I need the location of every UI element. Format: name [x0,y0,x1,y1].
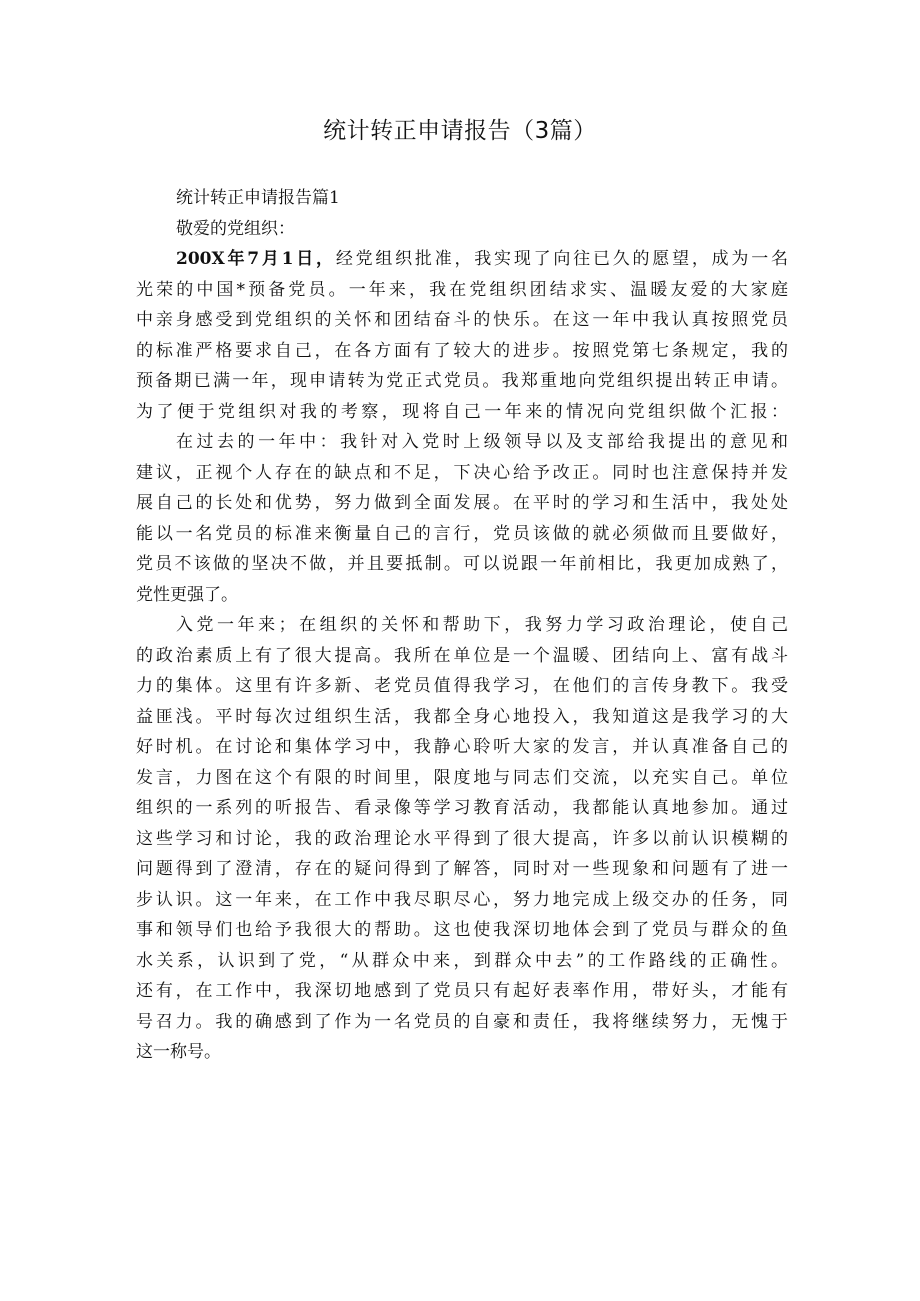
paragraph-line: 好时机。在讨论和集体学习中，我静心聆听大家的发言，并认真准备自己的 [136,737,788,757]
paragraph-line: 预备期已满一年，现申请转为党正式党员。我郑重地向党组织提出转正申请。 [136,371,788,391]
paragraph-line: 党员不该做的坚决不做，并且要抵制。可以说跟一年前相比，我更加成熟了， [136,554,788,574]
document-title: 统计转正申请报告（3篇） [323,118,597,144]
paragraph-line: 水关系，认识到了党，“从群众中来，到群众中去”的工作路线的正确性。 [136,950,788,971]
paragraph-line: 发言，力图在这个有限的时间里，限度地与同志们交流，以充实自己。单位 [136,767,788,788]
section-heading: 统计转正申请报告篇1 [176,188,340,208]
document-body [136,183,788,1068]
salutation: 敬爱的党组织： [176,218,295,239]
paragraph-line: 中亲身感受到党组织的关怀和团结奋斗的快乐。在这一年中我认真按照党员 [136,310,788,330]
paragraph-line: 能以一名党员的标准来衡量自己的言行，党员该做的就必须做而且要做好， [136,523,788,544]
paragraph-line: 的标准严格要求自己，在各方面有了较大的进步。按照党第七条规定，我的 [136,340,788,361]
paragraph-line: 在过去的一年中：我针对入党时上级领导以及支部给我提出的意见和 [176,432,788,452]
paragraph-line: 的政治素质上有了很大提高。我所在单位是一个温暖、团结向上、富有战斗 [136,645,788,666]
paragraph-line: 这些学习和讨论，我的政治理论水平得到了很大提高，许多以前认识模糊的 [136,828,788,849]
date-lead: 200X年7月1日， [176,249,336,269]
paragraph-line: 光荣的中国*预备党员。一年来，我在党组织团结求实、温暖友爱的大家庭 [136,279,788,300]
paragraph-line: 展自己的长处和优势，努力做到全面发展。在平时的学习和生活中，我处处 [136,493,788,513]
paragraph-line: 入党一年来；在组织的关怀和帮助下，我努力学习政治理论，使自己 [176,615,788,635]
paragraph-line: 益匪浅。平时每次过组织生活，我都全身心地投入，我知道这是我学习的大 [136,706,788,727]
paragraph-1 [136,244,788,427]
paragraph-line: 组织的一系列的听报告、看录像等学习教育活动，我都能认真地参加。通过 [136,798,788,818]
paragraph-line: 还有，在工作中，我深切地感到了党员只有起好表率作用，带好头，才能有 [136,981,788,1001]
paragraph-line: 建议，正视个人存在的缺点和不足，下决心给予改正。同时也注意保持并发 [136,462,788,483]
paragraph-line: 力的集体。这里有许多新、老党员值得我学习，在他们的言传身教下。我受 [136,676,788,696]
paragraph-line: 步认识。这一年来，在工作中我尽职尽心，努力地完成上级交办的任务，同 [136,889,788,910]
paragraph-line: 号召力。我的确感到了作为一名党员的自豪和责任，我将继续努力，无愧于 [136,1011,788,1032]
paragraph-line: 党性更强了。 [136,584,238,605]
paragraph-2 [136,427,788,610]
paragraph-line-text: 经党组织批准，我实现了向往已久的愿望，成为一名 [335,249,788,269]
paragraph-line: 为了便于党组织对我的考察，现将自己一年来的情况向党组织做个汇报： [136,401,788,422]
paragraph-line [136,244,788,275]
paragraph-line: 这一称号。 [136,1042,221,1062]
paragraph-line: 事和领导们也给予我很大的帮助。这也使我深切地体会到了党员与群众的鱼 [136,920,788,940]
paragraph-3 [136,610,788,1068]
paragraph-line: 问题得到了澄清，存在的疑问得到了解答，同时对一些现象和问题有了进一 [136,859,788,879]
